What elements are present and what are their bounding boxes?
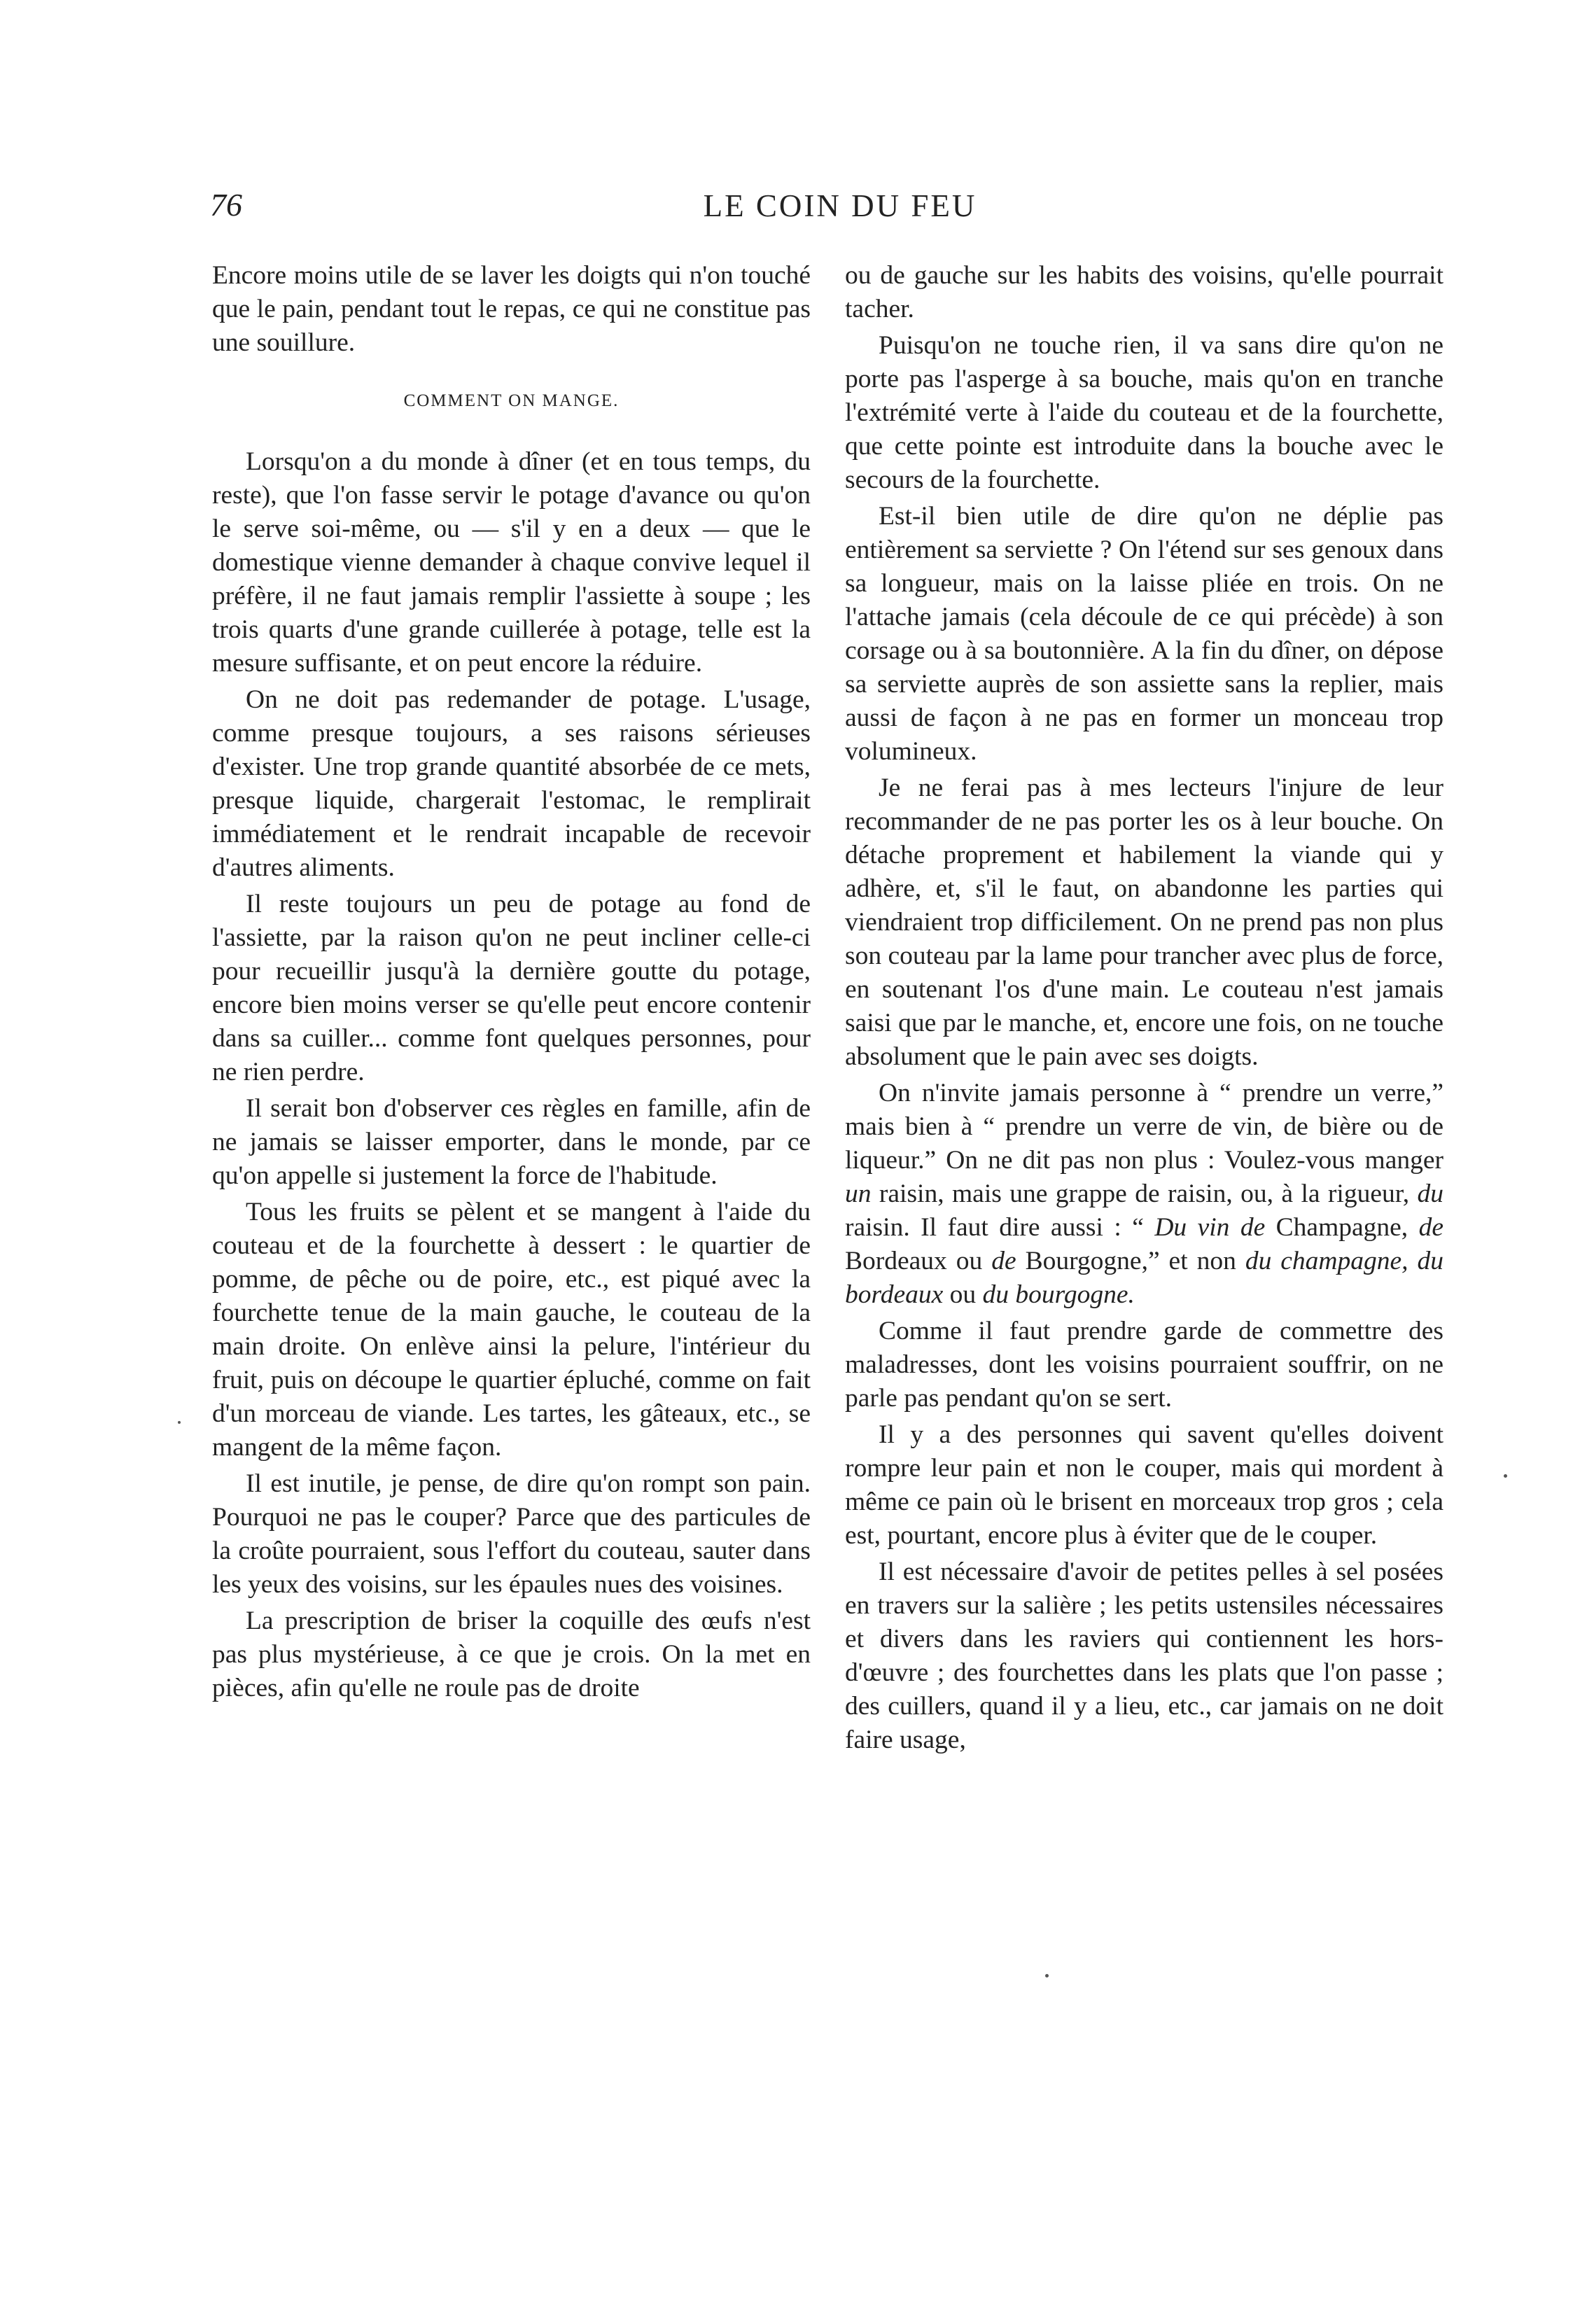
text-run: ou (943, 1280, 983, 1309)
paragraph: Il y a des personnes qui savent qu'elles doivent rompre leur pain et non le couper, mais qui mordent à même ce pain où le brisent en morceaux trop gros ; cela est, pourtant, encore plus à éviter que de le couper. (845, 1420, 1443, 1550)
paragraph: ou de gauche sur les habits des voisins, qu'elle pourrait tacher. (845, 261, 1443, 323)
italic-run: du (1417, 1180, 1443, 1208)
paragraph: Je ne ferai pas à mes lecteurs l'injure de leur recommander de ne pas porter les os à leur bouche. On détache proprement et habilement la viande qui y adhère, et, s'il le faut, on abandonne les parties qui viendraient trop difficilement. On ne prend pas non plus son couteau par la lame pour trancher avec plus de force, en soutenant l'os d'une main. Le couteau n'est jamais saisi que par le manche, et, encore une fois, on ne touche absolument que le pain avec ses doigts. (845, 774, 1443, 1071)
italic-run: un (845, 1180, 872, 1208)
text-run: Champagne, (1265, 1213, 1419, 1242)
paragraph: Il est inutile, je pense, de dire qu'on rompt son pain. Pourquoi ne pas le couper? Parce que des particules de la croûte pourraient, sous l'effort du couteau, sauter dans les yeux des voisins, sur les épaules nues des voisines. (212, 1469, 811, 1599)
paragraph: Puisqu'on ne touche rien, il va sans dire qu'on ne porte pas l'asperge à sa bouche, mais qu'on en tranche l'extrémité verte à l'aide du couteau et de la fourchette, que cette pointe est introduite dans la bouche avec le secours de la fourchette. (845, 331, 1443, 494)
text-run: Bourgogne,” et non (1016, 1247, 1245, 1275)
text-run: Bordeaux ou (845, 1247, 992, 1275)
italic-run: de (991, 1247, 1016, 1275)
italic-run: du bourgogne. (982, 1280, 1135, 1309)
paragraph: Il reste toujours un peu de potage au fond de l'assiette, par la raison qu'on ne peut incliner celle-ci pour recueillir jusqu'à la dernière goutte du potage, encore bien moins verser se qu'elle peut encore contenir dans sa cuiller... comme font quelques personnes, pour ne rien perdre. (212, 890, 811, 1086)
running-title: LE COIN DU FEU (703, 188, 977, 223)
italic-run: du champagne, du bordeaux (845, 1247, 1443, 1309)
italic-run: de (1418, 1213, 1443, 1242)
paragraph: Encore moins utile de se laver les doigts qui n'on touché que le pain, pendant tout le repas, ce qui ne constitue pas une souillure. (212, 261, 811, 357)
italic-run: Du vin de (1154, 1213, 1266, 1242)
right-column (845, 259, 1443, 1760)
left-column (212, 259, 811, 1708)
section-heading: COMMENT ON MANGE. (403, 391, 620, 410)
paragraph: La prescription de briser la coquille des œufs n'est pas plus mystérieuse, à ce que je crois. On la met en pièces, afin qu'elle ne roule pas de droite (212, 1606, 811, 1702)
ink-speck (178, 1421, 181, 1424)
paragraph: Comme il faut prendre garde de commettre des maladresses, dont les voisins pourraient souffrir, on ne parle pas pendant qu'on se sert. (845, 1317, 1443, 1413)
ink-speck (1504, 1474, 1507, 1478)
page-number: 76 (210, 187, 242, 223)
text-run: On n'invite jamais personne à “ prendre un verre,” mais bien à “ prendre un verre de vin, de bière ou de liqueur.” On ne dit pas non plus : Voulez-vous manger (845, 1079, 1443, 1175)
paragraph: Est-il bien utile de dire qu'on ne déplie pas entièrement sa serviette ? On l'étend sur ses genoux dans sa longueur, mais on la laisse pliée en trois. On ne l'attache jamais (cela découle de ce qui précède) à son corsage ou à sa boutonnière. A la fin du dîner, on dépose sa serviette auprès de son assiette sans la replier, mais aussi de façon à ne pas en former un monceau trop volumineux. (845, 502, 1443, 766)
paragraph: Il est nécessaire d'avoir de petites pelles à sel posées en travers sur la salière ; les petits ustensiles nécessaires et divers dans les raviers qui contiennent les hors-d'œuvre ; des fourchettes dans les plats que l'on passe ; des cuillers, quand il y a lieu, etc., car jamais on ne doit faire usage, (845, 1558, 1443, 1754)
text-run: raisin, mais une grappe de raisin, ou, à la rigueur, (871, 1180, 1418, 1208)
ink-speck (1045, 1974, 1049, 1977)
paragraph-wine (845, 1077, 1443, 1312)
paragraph: Lorsqu'on a du monde à dîner (et en tous temps, du reste), que l'on fasse servir le potage d'avance ou qu'on le serve soi-même, ou — s'il y en a deux — que le domestique vienne demander à chaque convive lequel il préfère, il ne faut jamais remplir l'assiette à soupe ; les trois quarts d'une grande cuillerée à potage, telle est la mesure suffisante, et on peut encore la réduire. (212, 447, 811, 678)
paragraph: On ne doit pas redemander de potage. L'usage, comme presque toujours, a ses raisons sérieuses d'exister. Une trop grande quantité absorbée de ce mets, presque liquide, chargerait l'estomac, le remplirait immédiatement et le rendrait incapable de recevoir d'autres aliments. (212, 685, 811, 882)
paragraph: Il serait bon d'observer ces règles en famille, afin de ne jamais se laisser emporter, dans le monde, par ce qu'on appelle si justement la force de l'habitude. (212, 1094, 811, 1190)
text-run: raisin. Il faut dire aussi : “ (845, 1213, 1155, 1242)
paragraph: Tous les fruits se pèlent et se mangent à l'aide du couteau et de la fourchette à dessert : le quartier de pomme, de pêche ou de poire, etc., est piqué avec la fourchette tenue de la main gauche, le couteau de la main droite. On enlève ainsi la pelure, l'intérieur du fruit, puis on découpe le quartier épluché, comme on fait d'un morceau de viande. Les tartes, les gâteaux, etc., se mangent de la même façon. (212, 1198, 811, 1462)
